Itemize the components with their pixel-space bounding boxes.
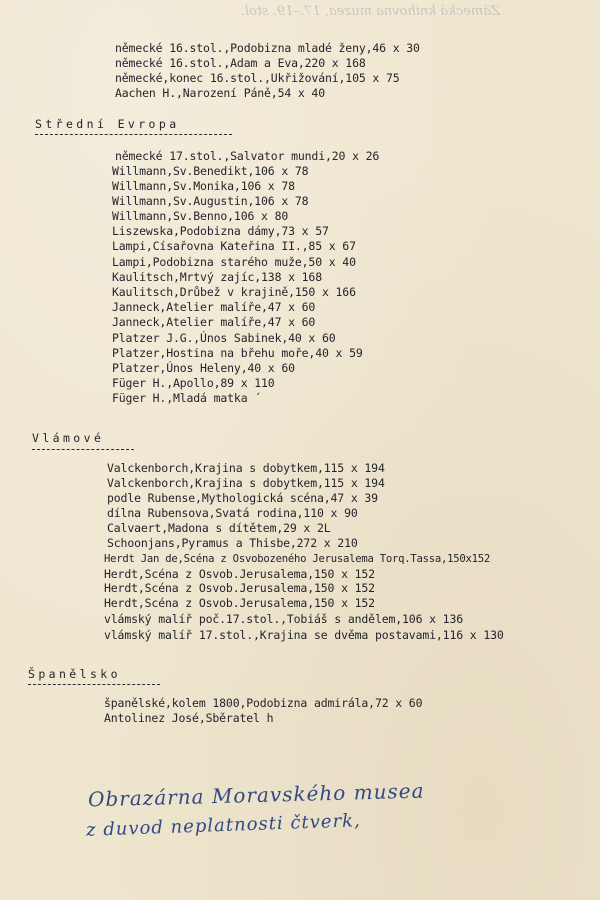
list-item: Kaulitsch,Drůbež v krajině,150 x 166 [112,285,356,299]
list-item: Liszewska,Podobizna dámy,73 x 57 [112,224,329,238]
list-item: vlámský malíř poč.17.stol.,Tobiáš s andělem,106 x 136 [104,612,464,626]
list-item: Herdt,Scéna z Osvob.Jerusalema,150 x 152 [104,581,375,595]
section-heading-underline [35,134,232,135]
list-item: Willmann,Sv.Augustin,106 x 78 [112,194,309,208]
list-item: Füger H.,Mladá matka ´ [112,391,262,405]
list-item: Janneck,Atelier malíře,47 x 60 [112,300,316,314]
list-item: Herdt,Scéna z Osvob.Jerusalema,150 x 152 [104,596,375,610]
list-item: Platzer,Únos Heleny,40 x 60 [112,361,295,375]
list-item: Antolinez José,Sběratel h [104,711,274,725]
handwritten-note-line: Obrazárna Moravského musea [87,778,425,812]
list-item: španělské,kolem 1800,Podobizna admirála,72 x 60 [104,696,423,710]
section-heading-spanelsko: Španělsko [28,667,121,681]
list-item: Willmann,Sv.Monika,106 x 78 [112,179,295,193]
list-item: dílna Rubensova,Svatá rodina,110 x 90 [107,506,358,520]
list-item: Janneck,Atelier malíře,47 x 60 [112,315,316,329]
list-item: Willmann,Sv.Benno,106 x 80 [112,209,289,223]
list-item: německé 17.stol.,Salvator mundi,20 x 26 [115,149,380,163]
list-item: Aachen H.,Narození Páně,54 x 40 [115,86,325,100]
list-item: Schoonjans,Pyramus a Thisbe,272 x 210 [107,536,358,550]
section-heading-underline [32,449,134,450]
section-heading-vlamove: Vlámové [32,431,105,445]
list-item: Lampi,Císařovna Kateřina II.,85 x 67 [112,239,356,253]
list-item: Valckenborch,Krajina s dobytkem,115 x 194 [107,461,385,475]
handwritten-note-line: z duvod neplatnosti čtverk, [85,810,362,841]
list-item: Herdt Jan de,Scéna z Osvobozeného Jerusalema Torq.Tassa,150x152 [104,553,491,565]
list-item: Lampi,Podobizna starého muže,50 x 40 [112,255,356,269]
list-item: vlámský malíř 17.stol.,Krajina se dvěma postavami,116 x 130 [104,628,504,642]
list-item: německé,konec 16.stol.,Ukřižování,105 x 75 [115,71,400,85]
faint-show-through-header: Zámecká knihovna muzea, 17.–19. stol. [240,4,500,19]
list-item: německé 16.stol.,Adam a Eva,220 x 168 [115,56,366,70]
list-item: Platzer J.G.,Únos Sabinek,40 x 60 [112,331,336,345]
list-item: Kaulitsch,Mrtvý zajíc,138 x 168 [112,270,322,284]
list-item: Willmann,Sv.Benedikt,106 x 78 [112,164,309,178]
list-item: Valckenborch,Krajina s dobytkem,115 x 194 [107,476,385,490]
list-item: německé 16.stol.,Podobizna mladé ženy,46 x 30 [115,41,420,55]
section-heading-stredni-evropa: Střední Evropa [35,117,180,131]
section-heading-underline [28,684,160,685]
list-item: Füger H.,Apollo,89 x 110 [112,376,275,390]
list-item: Platzer,Hostina na břehu moře,40 x 59 [112,346,363,360]
list-item: Calvaert,Madona s dítětem,29 x 2L [107,521,331,535]
list-item: podle Rubense,Mythologická scéna,47 x 39 [107,491,378,505]
list-item: Herdt,Scéna z Osvob.Jerusalema,150 x 152 [104,567,375,581]
